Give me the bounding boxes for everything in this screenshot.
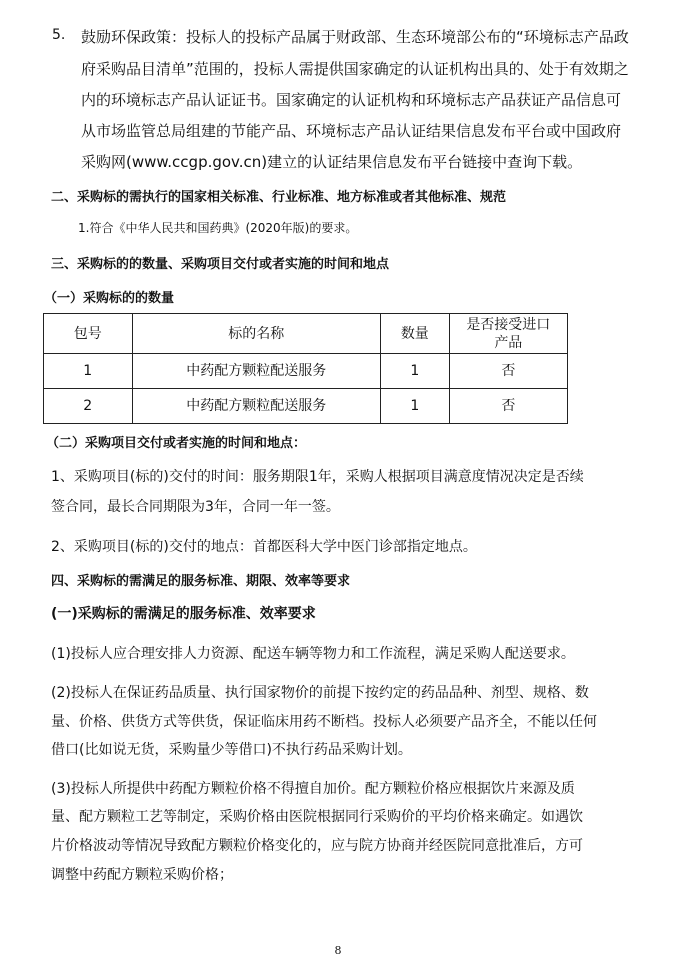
item5-line-2: 府采购品目清单”范围的，投标人需提供国家确定的认证机构出具的、处于有效期之 — [81, 60, 629, 78]
service-req-1: (1)投标人应合理安排人力资源、配送车辆等物力和工作流程，满足采购人配送要求。 — [51, 646, 575, 662]
header-import-accepted — [449, 314, 567, 354]
item5-number: 5. — [52, 27, 66, 43]
page-number: 8 — [334, 944, 342, 957]
service-req-2-line-3: 借口(比如说无货，采购量少等借口)不执行药品采购计划。 — [51, 742, 412, 758]
section-2-item-1: 1.符合《中华人民共和国药典》(2020年版)的要求。 — [78, 221, 358, 235]
header-quantity: 数量 — [381, 314, 450, 354]
cell-package-no: 1 — [44, 354, 133, 389]
service-req-3-line-2: 量、配方颗粒工艺等制定，采购价格由医院根据同行采购价的平均价格来确定。如遇饮 — [51, 809, 583, 825]
section-4-heading: 四、采购标的需满足的服务标准、期限、效率等要求 — [51, 574, 351, 589]
quantity-table — [43, 313, 568, 424]
service-req-3-line-4: 调整中药配方颗粒采购价格； — [51, 867, 233, 883]
service-req-3-line-1: (3)投标人所提供中药配方颗粒价格不得擅自加价。配方颗粒价格应根据饮片来源及质 — [51, 781, 575, 797]
table-header-row — [44, 314, 568, 354]
cell-item-name: 中药配方颗粒配送服务 — [132, 389, 380, 424]
table-row — [44, 389, 568, 424]
item5-line-3: 内的环境标志产品认证证书。国家确定的认证机构和环境标志产品获证产品信息可 — [81, 91, 622, 109]
cell-package-no: 2 — [44, 389, 133, 424]
delivery-place: 2、采购项目(标的)交付的地点：首都医科大学中医门诊部指定地点。 — [51, 539, 477, 555]
cell-quantity: 1 — [381, 354, 450, 389]
header-import-line-2: 产品 — [494, 334, 523, 351]
delivery-time-line-2: 签合同，最长合同期限为3年，合同一年一签。 — [51, 499, 340, 515]
table-row — [44, 354, 568, 389]
cell-item-name: 中药配方颗粒配送服务 — [132, 354, 380, 389]
item5-line-5: 采购网(www.ccgp.gov.cn)建立的认证结果信息发布平台链接中查询下载。 — [81, 153, 583, 171]
section-4-sub-1: (一)采购标的需满足的服务标准、效率要求 — [51, 606, 316, 622]
cell-import-accepted: 否 — [449, 354, 567, 389]
section-3-sub-2: （二）采购项目交付或者实施的时间和地点： — [46, 436, 307, 451]
cell-quantity: 1 — [381, 389, 450, 424]
item5-line-1: 鼓励环保政策：投标人的投标产品属于财政部、生态环境部公布的“环境标志产品政 — [81, 28, 629, 46]
service-req-2-line-1: (2)投标人在保证药品质量、执行国家物价的前提下按约定的药品品种、剂型、规格、数 — [51, 685, 589, 701]
delivery-time-line-1: 1、采购项目(标的)交付的时间：服务期限1年，采购人根据项目满意度情况决定是否续 — [51, 469, 584, 485]
section-2-heading: 二、采购标的需执行的国家相关标准、行业标准、地方标准或者其他标准、规范 — [51, 190, 507, 205]
service-req-2-line-2: 量、价格、供货方式等供货，保证临床用药不断档。投标人必须要产品齐全，不能以任何 — [51, 714, 597, 730]
header-package-no: 包号 — [44, 314, 133, 354]
section-3-heading: 三、采购标的的数量、采购项目交付或者实施的时间和地点 — [51, 257, 390, 272]
service-req-3-line-3: 片价格波动等情况导致配方颗粒价格变化的，应与院方协商并经医院同意批准后，方可 — [51, 838, 583, 854]
header-import-line-1: 是否接受进口 — [466, 316, 551, 333]
item5-line-4: 从市场监管总局组建的节能产品、环境标志产品认证结果信息发布平台或中国政府 — [81, 122, 622, 140]
header-item-name: 标的名称 — [132, 314, 380, 354]
cell-import-accepted: 否 — [449, 389, 567, 424]
section-3-sub-1: （一）采购标的的数量 — [44, 291, 175, 306]
